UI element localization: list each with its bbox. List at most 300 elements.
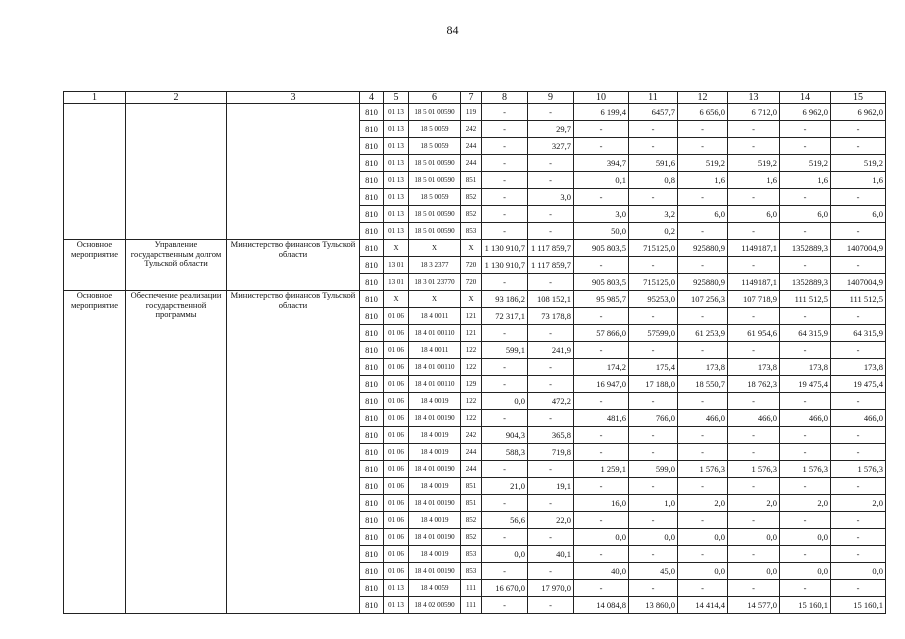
page-number: 84 <box>446 23 459 37</box>
value-2017-cell: 715125,0 <box>629 240 678 257</box>
kbk-grbs-cell: 810 <box>360 155 384 172</box>
value-2018-cell: - <box>678 393 728 410</box>
value-2014-cell: - <box>482 461 528 478</box>
kbk-grbs-cell: 810 <box>360 376 384 393</box>
value-2015-cell: - <box>528 206 574 223</box>
expense-type-cell: 129 <box>461 376 482 393</box>
value-2014-cell: - <box>482 325 528 342</box>
value-2020-cell: - <box>780 223 831 240</box>
kbk-grbs-cell: 810 <box>360 104 384 121</box>
target-article-cell: 18 5 0059 <box>409 138 461 155</box>
value-2017-cell: 45,0 <box>629 563 678 580</box>
value-2016-cell: - <box>574 393 629 410</box>
value-2019-cell: 107 718,9 <box>728 291 780 308</box>
value-2014-cell: - <box>482 121 528 138</box>
value-2020-cell: - <box>780 342 831 359</box>
value-2019-cell: 1149187,1 <box>728 274 780 291</box>
header-row <box>64 92 886 104</box>
value-2017-cell: 1,0 <box>629 495 678 512</box>
kbk-grbs-cell: 810 <box>360 580 384 597</box>
expense-type-cell: 852 <box>461 512 482 529</box>
value-2017-cell: 0,0 <box>629 529 678 546</box>
value-2018-cell: 6 656,0 <box>678 104 728 121</box>
value-2018-cell: 519,2 <box>678 155 728 172</box>
value-2020-cell: 2,0 <box>780 495 831 512</box>
value-2017-cell: 715125,0 <box>629 274 678 291</box>
value-2018-cell: - <box>678 308 728 325</box>
kbk-grbs-cell: 810 <box>360 563 384 580</box>
value-2018-cell: - <box>678 427 728 444</box>
value-2019-cell: 519,2 <box>728 155 780 172</box>
value-2020-cell: 519,2 <box>780 155 831 172</box>
value-2017-cell: - <box>629 342 678 359</box>
kbk-grbs-cell: 810 <box>360 461 384 478</box>
value-2016-cell: - <box>574 189 629 206</box>
target-article-cell: 18 4 0059 <box>409 580 461 597</box>
kbk-grbs-cell: 810 <box>360 325 384 342</box>
kbk-grbs-cell: 810 <box>360 308 384 325</box>
kbk-grbs-cell: 810 <box>360 274 384 291</box>
expense-type-cell: 852 <box>461 189 482 206</box>
value-2019-cell: - <box>728 427 780 444</box>
expense-type-cell: 244 <box>461 444 482 461</box>
value-2016-cell: 905 803,5 <box>574 240 629 257</box>
value-2021-cell: - <box>831 342 886 359</box>
value-2019-cell: - <box>728 393 780 410</box>
value-2015-cell: - <box>528 155 574 172</box>
value-2016-cell: 6 199,4 <box>574 104 629 121</box>
section-cell: 01 13 <box>384 104 409 121</box>
value-2021-cell: - <box>831 427 886 444</box>
value-2016-cell: 57 866,0 <box>574 325 629 342</box>
value-2015-cell: 73 178,8 <box>528 308 574 325</box>
column-header: 8 <box>482 92 528 104</box>
value-2015-cell: - <box>528 461 574 478</box>
table-row <box>64 240 886 257</box>
expense-type-cell: 244 <box>461 461 482 478</box>
value-2020-cell: 6,0 <box>780 206 831 223</box>
target-article-cell: 18 4 0019 <box>409 393 461 410</box>
value-2020-cell: 466,0 <box>780 410 831 427</box>
value-2014-cell: - <box>482 274 528 291</box>
value-2018-cell: - <box>678 342 728 359</box>
kbk-grbs-cell: 810 <box>360 121 384 138</box>
value-2021-cell: 466,0 <box>831 410 886 427</box>
section-cell: 01 06 <box>384 427 409 444</box>
value-2020-cell: - <box>780 427 831 444</box>
kbk-grbs-cell: 810 <box>360 342 384 359</box>
expense-type-cell: 851 <box>461 172 482 189</box>
target-article-cell: 18 5 0059 <box>409 189 461 206</box>
value-2019-cell: - <box>728 478 780 495</box>
value-2014-cell: - <box>482 597 528 614</box>
value-2020-cell: 1 576,3 <box>780 461 831 478</box>
section-cell: 13 01 <box>384 257 409 274</box>
value-2019-cell: 14 577,0 <box>728 597 780 614</box>
value-2021-cell: 0,0 <box>831 563 886 580</box>
kbk-grbs-cell: 810 <box>360 138 384 155</box>
target-article-cell: 18 3 01 23770 <box>409 274 461 291</box>
expense-type-cell: 119 <box>461 104 482 121</box>
value-2021-cell: - <box>831 478 886 495</box>
expense-type-cell: 244 <box>461 155 482 172</box>
value-2015-cell: - <box>528 376 574 393</box>
value-2015-cell: - <box>528 529 574 546</box>
value-2015-cell: - <box>528 410 574 427</box>
value-2019-cell: 61 954,6 <box>728 325 780 342</box>
value-2020-cell: 173,8 <box>780 359 831 376</box>
section-cell: 01 06 <box>384 325 409 342</box>
target-article-cell: X <box>409 291 461 308</box>
section-cell: 01 06 <box>384 495 409 512</box>
value-2021-cell: 64 315,9 <box>831 325 886 342</box>
value-2018-cell: - <box>678 444 728 461</box>
value-2018-cell: 1,6 <box>678 172 728 189</box>
target-article-cell: 18 4 01 00190 <box>409 563 461 580</box>
value-2019-cell: - <box>728 189 780 206</box>
value-2018-cell: - <box>678 512 728 529</box>
section-cell: 01 13 <box>384 155 409 172</box>
value-2014-cell: 72 317,1 <box>482 308 528 325</box>
value-2017-cell: - <box>629 393 678 410</box>
target-article-cell: 18 4 0019 <box>409 478 461 495</box>
value-2018-cell: - <box>678 189 728 206</box>
section-cell: 01 06 <box>384 546 409 563</box>
status-cell: Основное мероприятие <box>64 240 126 291</box>
value-2021-cell: - <box>831 529 886 546</box>
table-row <box>64 291 886 308</box>
expense-type-cell: 242 <box>461 121 482 138</box>
value-2014-cell: - <box>482 189 528 206</box>
value-2020-cell: - <box>780 478 831 495</box>
section-cell: 01 13 <box>384 580 409 597</box>
section-cell: 01 06 <box>384 410 409 427</box>
value-2015-cell: 19,1 <box>528 478 574 495</box>
value-2014-cell: 21,0 <box>482 478 528 495</box>
value-2018-cell: 2,0 <box>678 495 728 512</box>
expense-type-cell: 853 <box>461 546 482 563</box>
value-2020-cell: 1352889,3 <box>780 240 831 257</box>
column-header: 5 <box>384 92 409 104</box>
value-2016-cell: 50,0 <box>574 223 629 240</box>
value-2021-cell: - <box>831 308 886 325</box>
value-2019-cell: - <box>728 342 780 359</box>
value-2017-cell: - <box>629 444 678 461</box>
section-cell: 01 13 <box>384 138 409 155</box>
kbk-grbs-cell: 810 <box>360 427 384 444</box>
target-article-cell: 18 3 2377 <box>409 257 461 274</box>
value-2015-cell: - <box>528 223 574 240</box>
value-2018-cell: 6,0 <box>678 206 728 223</box>
target-article-cell: 18 5 01 00590 <box>409 104 461 121</box>
column-header: 15 <box>831 92 886 104</box>
responsible-cell <box>227 104 360 240</box>
expense-type-cell: 852 <box>461 529 482 546</box>
section-cell: 01 06 <box>384 444 409 461</box>
name-cell: Обеспечение реализации государственной программы <box>126 291 227 614</box>
value-2014-cell: - <box>482 495 528 512</box>
section-cell: 01 13 <box>384 121 409 138</box>
value-2015-cell: 29,7 <box>528 121 574 138</box>
value-2017-cell: 591,6 <box>629 155 678 172</box>
value-2019-cell: - <box>728 223 780 240</box>
kbk-grbs-cell: 810 <box>360 478 384 495</box>
value-2017-cell: 3,2 <box>629 206 678 223</box>
value-2016-cell: - <box>574 546 629 563</box>
section-cell: 01 06 <box>384 461 409 478</box>
kbk-grbs-cell: 810 <box>360 444 384 461</box>
value-2017-cell: - <box>629 121 678 138</box>
value-2017-cell: - <box>629 308 678 325</box>
column-header: 13 <box>728 92 780 104</box>
value-2016-cell: 1 259,1 <box>574 461 629 478</box>
kbk-grbs-cell: 810 <box>360 223 384 240</box>
section-cell: 01 13 <box>384 206 409 223</box>
expense-type-cell: 121 <box>461 308 482 325</box>
value-2018-cell: 0,0 <box>678 563 728 580</box>
kbk-grbs-cell: 810 <box>360 257 384 274</box>
target-article-cell: 18 4 0019 <box>409 512 461 529</box>
target-article-cell: 18 4 0019 <box>409 444 461 461</box>
value-2020-cell: 64 315,9 <box>780 325 831 342</box>
target-article-cell: 18 5 01 00590 <box>409 223 461 240</box>
value-2015-cell: 22,0 <box>528 512 574 529</box>
value-2021-cell: 1 576,3 <box>831 461 886 478</box>
name-cell: Управление государственным долгом Тульской области <box>126 240 227 291</box>
value-2016-cell: 40,0 <box>574 563 629 580</box>
value-2019-cell: 6 712,0 <box>728 104 780 121</box>
value-2017-cell: 95253,0 <box>629 291 678 308</box>
value-2015-cell: - <box>528 274 574 291</box>
value-2014-cell: - <box>482 410 528 427</box>
value-2016-cell: - <box>574 580 629 597</box>
expense-type-cell: 111 <box>461 597 482 614</box>
value-2014-cell: 93 186,2 <box>482 291 528 308</box>
value-2016-cell: - <box>574 444 629 461</box>
value-2014-cell: - <box>482 359 528 376</box>
value-2014-cell: 904,3 <box>482 427 528 444</box>
value-2019-cell: - <box>728 308 780 325</box>
value-2019-cell: - <box>728 138 780 155</box>
value-2014-cell: 0,0 <box>482 393 528 410</box>
target-article-cell: 18 4 01 00190 <box>409 529 461 546</box>
expense-type-cell: X <box>461 240 482 257</box>
expense-type-cell: 111 <box>461 580 482 597</box>
value-2021-cell: 2,0 <box>831 495 886 512</box>
value-2021-cell: 1407004,9 <box>831 274 886 291</box>
value-2016-cell: - <box>574 512 629 529</box>
value-2014-cell: - <box>482 529 528 546</box>
target-article-cell: 18 4 0011 <box>409 342 461 359</box>
kbk-grbs-cell: 810 <box>360 495 384 512</box>
section-cell: 01 13 <box>384 189 409 206</box>
value-2015-cell: 40,1 <box>528 546 574 563</box>
value-2018-cell: 14 414,4 <box>678 597 728 614</box>
value-2021-cell: - <box>831 257 886 274</box>
value-2014-cell: 1 130 910,7 <box>482 240 528 257</box>
expense-type-cell: 122 <box>461 342 482 359</box>
value-2021-cell: - <box>831 189 886 206</box>
expense-type-cell: X <box>461 291 482 308</box>
value-2020-cell: 1352889,3 <box>780 274 831 291</box>
value-2021-cell: 19 475,4 <box>831 376 886 393</box>
value-2015-cell: 365,8 <box>528 427 574 444</box>
value-2020-cell: - <box>780 393 831 410</box>
value-2017-cell: - <box>629 138 678 155</box>
value-2019-cell: 1 576,3 <box>728 461 780 478</box>
value-2014-cell: 0,0 <box>482 546 528 563</box>
value-2015-cell: - <box>528 563 574 580</box>
value-2014-cell: - <box>482 223 528 240</box>
value-2014-cell: - <box>482 138 528 155</box>
value-2021-cell: - <box>831 223 886 240</box>
value-2014-cell: 1 130 910,7 <box>482 257 528 274</box>
section-cell: 01 06 <box>384 308 409 325</box>
value-2021-cell: - <box>831 138 886 155</box>
value-2021-cell: 1,6 <box>831 172 886 189</box>
value-2021-cell: - <box>831 121 886 138</box>
value-2015-cell: 241,9 <box>528 342 574 359</box>
value-2017-cell: - <box>629 580 678 597</box>
value-2018-cell: - <box>678 580 728 597</box>
expense-type-cell: 122 <box>461 359 482 376</box>
value-2019-cell: - <box>728 580 780 597</box>
value-2018-cell: - <box>678 223 728 240</box>
value-2016-cell: 16 947,0 <box>574 376 629 393</box>
value-2014-cell: 16 670,0 <box>482 580 528 597</box>
value-2021-cell: - <box>831 444 886 461</box>
column-header: 12 <box>678 92 728 104</box>
kbk-grbs-cell: 810 <box>360 529 384 546</box>
value-2018-cell: - <box>678 138 728 155</box>
section-cell: 13 01 <box>384 274 409 291</box>
value-2017-cell: - <box>629 478 678 495</box>
target-article-cell: 18 4 01 00190 <box>409 495 461 512</box>
value-2016-cell: 3,0 <box>574 206 629 223</box>
value-2016-cell: 905 803,5 <box>574 274 629 291</box>
value-2019-cell: - <box>728 257 780 274</box>
expense-type-cell: 122 <box>461 393 482 410</box>
value-2017-cell: 766,0 <box>629 410 678 427</box>
target-article-cell: 18 4 01 00110 <box>409 376 461 393</box>
responsible-cell: Министерство финансов Тульской области <box>227 240 360 291</box>
value-2015-cell: - <box>528 495 574 512</box>
kbk-grbs-cell: 810 <box>360 240 384 257</box>
value-2017-cell: 17 188,0 <box>629 376 678 393</box>
value-2014-cell: - <box>482 172 528 189</box>
value-2016-cell: - <box>574 342 629 359</box>
value-2015-cell: - <box>528 325 574 342</box>
value-2016-cell: - <box>574 138 629 155</box>
status-cell <box>64 104 126 240</box>
value-2015-cell: - <box>528 172 574 189</box>
target-article-cell: 18 5 01 00590 <box>409 206 461 223</box>
value-2015-cell: 108 152,1 <box>528 291 574 308</box>
value-2018-cell: 18 550,7 <box>678 376 728 393</box>
expense-type-cell: 720 <box>461 274 482 291</box>
value-2014-cell: 56,6 <box>482 512 528 529</box>
column-header: 9 <box>528 92 574 104</box>
value-2017-cell: - <box>629 512 678 529</box>
value-2018-cell: - <box>678 257 728 274</box>
value-2019-cell: 18 762,3 <box>728 376 780 393</box>
expense-type-cell: 851 <box>461 478 482 495</box>
kbk-grbs-cell: 810 <box>360 597 384 614</box>
value-2014-cell: - <box>482 563 528 580</box>
section-cell: 01 06 <box>384 342 409 359</box>
kbk-grbs-cell: 810 <box>360 206 384 223</box>
value-2021-cell: 519,2 <box>831 155 886 172</box>
value-2016-cell: 0,1 <box>574 172 629 189</box>
target-article-cell: 18 4 0011 <box>409 308 461 325</box>
value-2016-cell: 394,7 <box>574 155 629 172</box>
value-2017-cell: - <box>629 427 678 444</box>
value-2014-cell: - <box>482 206 528 223</box>
value-2018-cell: 61 253,9 <box>678 325 728 342</box>
value-2018-cell: 466,0 <box>678 410 728 427</box>
value-2016-cell: 16,0 <box>574 495 629 512</box>
expense-type-cell: 851 <box>461 495 482 512</box>
column-header: 11 <box>629 92 678 104</box>
value-2018-cell: 925880,9 <box>678 240 728 257</box>
value-2019-cell: 0,0 <box>728 529 780 546</box>
section-cell: X <box>384 291 409 308</box>
value-2018-cell: - <box>678 546 728 563</box>
value-2016-cell: 481,6 <box>574 410 629 427</box>
value-2021-cell: 111 512,5 <box>831 291 886 308</box>
kbk-grbs-cell: 810 <box>360 172 384 189</box>
value-2020-cell: 15 160,1 <box>780 597 831 614</box>
section-cell: 01 06 <box>384 512 409 529</box>
kbk-grbs-cell: 810 <box>360 359 384 376</box>
value-2015-cell: 1 117 859,7 <box>528 240 574 257</box>
kbk-grbs-cell: 810 <box>360 393 384 410</box>
section-cell: 01 06 <box>384 478 409 495</box>
column-header: 4 <box>360 92 384 104</box>
target-article-cell: 18 4 01 00190 <box>409 461 461 478</box>
column-header: 14 <box>780 92 831 104</box>
value-2017-cell: 13 860,0 <box>629 597 678 614</box>
column-header: 3 <box>227 92 360 104</box>
value-2019-cell: 466,0 <box>728 410 780 427</box>
value-2016-cell: 95 985,7 <box>574 291 629 308</box>
target-article-cell: 18 4 01 00110 <box>409 359 461 376</box>
kbk-grbs-cell: 810 <box>360 512 384 529</box>
value-2017-cell: 0,2 <box>629 223 678 240</box>
target-article-cell: 18 4 0019 <box>409 427 461 444</box>
value-2019-cell: 173,8 <box>728 359 780 376</box>
value-2019-cell: - <box>728 546 780 563</box>
section-cell: 01 13 <box>384 223 409 240</box>
value-2015-cell: 472,2 <box>528 393 574 410</box>
value-2016-cell: 174,2 <box>574 359 629 376</box>
value-2016-cell: - <box>574 478 629 495</box>
budget-table <box>63 91 886 614</box>
value-2021-cell: - <box>831 512 886 529</box>
section-cell: 01 06 <box>384 393 409 410</box>
value-2018-cell: 1 576,3 <box>678 461 728 478</box>
value-2015-cell: 327,7 <box>528 138 574 155</box>
column-header: 1 <box>64 92 126 104</box>
value-2018-cell: 925880,9 <box>678 274 728 291</box>
value-2014-cell: 599,1 <box>482 342 528 359</box>
expense-type-cell: 853 <box>461 563 482 580</box>
value-2015-cell: 1 117 859,7 <box>528 257 574 274</box>
value-2020-cell: 0,0 <box>780 529 831 546</box>
target-article-cell: 18 5 0059 <box>409 121 461 138</box>
value-2020-cell: - <box>780 257 831 274</box>
value-2020-cell: - <box>780 546 831 563</box>
